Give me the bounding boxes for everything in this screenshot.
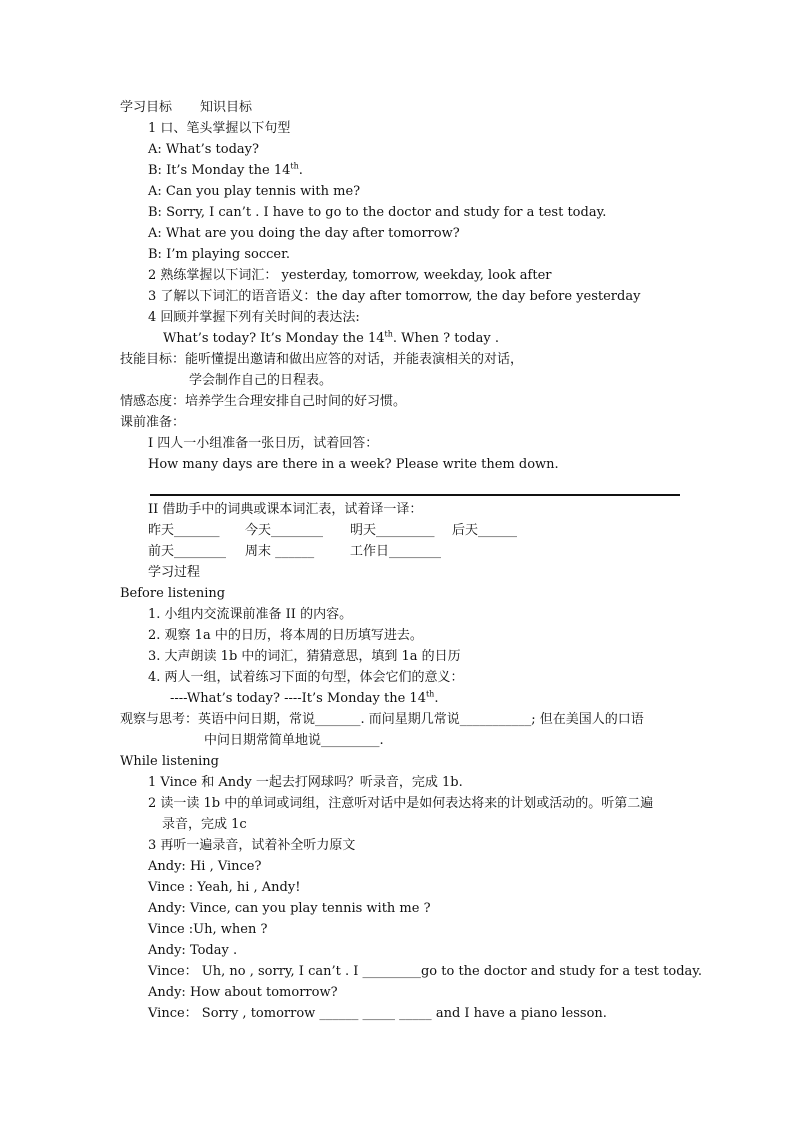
skill-goal-line-1: 技能目标：能听懂提出邀请和做出应答的对话，并能表演相关的对话， bbox=[120, 352, 524, 367]
observe-line-1: 观察与思考：英语中问日期，常说_______. 而问星期几常说___________; 但在美国人的口语 bbox=[120, 712, 644, 727]
blank-day-before-yesterday: 前天________ bbox=[148, 544, 227, 559]
dialog-line-2-end: . bbox=[298, 163, 303, 178]
while-item-2-cont: 录音，完成 1c bbox=[162, 817, 247, 832]
process-heading: 学习过程 bbox=[148, 565, 201, 580]
prep-item-1: I 四人一小组准备一张日历，试着回答： bbox=[148, 436, 379, 451]
knowledge-item-2: 2 熟练掌握以下词汇： yesterday, tomorrow, weekday, look after bbox=[148, 268, 552, 283]
before-item-1: 1. 小组内交流课前准备 II 的内容。 bbox=[148, 607, 353, 622]
dialog-line-6: B: I’m playing soccer. bbox=[148, 247, 291, 262]
time-expression-end: . When ? today . bbox=[392, 331, 499, 346]
listening-dialog-line: Vince :Uh, when ? bbox=[148, 922, 268, 937]
dialog-line-2-text: B: It’s Monday the 14 bbox=[148, 163, 291, 178]
time-expression-text: What’s today? It’s Monday the 14 bbox=[163, 331, 385, 346]
blank-today: 今天________ bbox=[245, 523, 324, 538]
while-item-2: 2 读一读 1b 中的单词或词组，注意听对话中是如何表达将来的计划或活动的。听第二遍 bbox=[148, 796, 654, 811]
ordinal-suffix: th bbox=[425, 689, 435, 699]
listening-dialog-line: Vince： Uh, no , sorry, I can’t . I _________go to the doctor and study for a test today. bbox=[148, 964, 703, 979]
dialog-line-5: A: What are you doing the day after tomorrow? bbox=[148, 226, 460, 241]
blank-weekend: 周末 ______ bbox=[245, 544, 315, 559]
blank-yesterday: 昨天_______ bbox=[148, 523, 220, 538]
blank-tomorrow: 明天_________ bbox=[350, 523, 435, 538]
knowledge-item-4: 4 回顾并掌握下列有关时间的表达法: bbox=[148, 310, 360, 325]
translate-row-1 bbox=[148, 523, 678, 539]
while-item-1: 1 Vince 和 Andy 一起去打网球吗？听录音，完成 1b. bbox=[148, 775, 463, 790]
while-listening-heading: While listening bbox=[120, 754, 220, 769]
time-expression-line bbox=[163, 331, 499, 347]
goal-label: 学习目标 bbox=[120, 100, 173, 115]
dialog-line-1: A: What’s today? bbox=[148, 142, 259, 157]
attitude-goal: 情感态度：培养学生合理安排自己时间的好习惯。 bbox=[120, 394, 407, 409]
dialog-line-2 bbox=[148, 163, 303, 179]
learning-goals-heading bbox=[120, 100, 252, 116]
prep-heading: 课前准备： bbox=[120, 415, 186, 430]
before-listening-heading: Before listening bbox=[120, 586, 226, 601]
dialog-line-4: B: Sorry, I can’t . I have to go to the doctor and study for a test today. bbox=[148, 205, 607, 220]
listening-dialog-line: Andy: Hi , Vince? bbox=[148, 859, 262, 874]
blank-day-after-tomorrow: 后天______ bbox=[452, 523, 518, 538]
translate-heading: II 借助手中的词典或课本词汇表，试着译一译： bbox=[148, 502, 423, 517]
ordinal-suffix: th bbox=[290, 161, 299, 171]
ordinal-suffix: th bbox=[384, 329, 393, 339]
knowledge-item-1: 1 口、笔头掌握以下句型 bbox=[148, 121, 291, 136]
observe-line-2: 中问日期常简单地说_________. bbox=[204, 733, 384, 748]
dialog-line-3: A: Can you play tennis with me? bbox=[148, 184, 361, 199]
knowledge-goal-label: 知识目标 bbox=[200, 100, 253, 115]
listening-dialog-line: Andy: Today . bbox=[148, 943, 238, 958]
listening-dialog-line: Vince： Sorry , tomorrow ______ _____ _____ and I have a piano lesson. bbox=[148, 1006, 607, 1021]
knowledge-item-3: 3 了解以下词汇的语音语义：the day after tomorrow, the day before yesterday bbox=[148, 289, 641, 304]
skill-goal-line-2: 学会制作自己的日程表。 bbox=[189, 373, 333, 388]
listening-dialog-line: Andy: How about tomorrow? bbox=[148, 985, 338, 1000]
blank-weekday: 工作日________ bbox=[350, 544, 442, 559]
prep-question: How many days are there in a week? Please write them down. bbox=[148, 457, 559, 472]
before-item-2: 2. 观察 1a 中的日历，将本周的日历填写进去。 bbox=[148, 628, 423, 643]
before-item-4: 4. 两人一组，试着练习下面的句型，体会它们的意义： bbox=[148, 670, 464, 685]
translate-row-2 bbox=[148, 544, 678, 560]
practice-dialog-text: ----What’s today? ----It’s Monday the 14 bbox=[170, 691, 426, 706]
practice-dialog bbox=[170, 691, 438, 707]
section-divider bbox=[150, 494, 680, 496]
while-item-3: 3 再听一遍录音，试着补全听力原文 bbox=[148, 838, 356, 853]
before-item-3: 3. 大声朗读 1b 中的词汇，猜猜意思，填到 1a 的日历 bbox=[148, 649, 461, 664]
practice-dialog-end: . bbox=[434, 691, 439, 706]
listening-dialog-line: Vince : Yeah, hi , Andy! bbox=[148, 880, 301, 895]
listening-dialog-line: Andy: Vince, can you play tennis with me ? bbox=[148, 901, 431, 916]
